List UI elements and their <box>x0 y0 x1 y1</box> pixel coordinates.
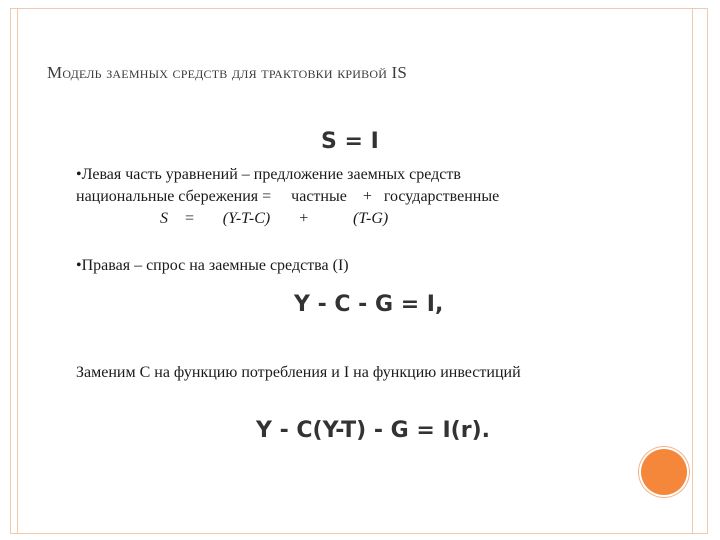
equation-main: S = I <box>321 129 379 154</box>
bullet-demand: •Правая – спрос на заемные средства (I) <box>76 257 349 274</box>
equation-demand: Y - C - G = I, <box>294 292 444 317</box>
substitution-text: Заменим С на функцию потребления и I на функцию инвестиций <box>76 364 521 381</box>
decorative-circle <box>641 449 687 495</box>
equation-final: Y - C(Y-T) - G = I(r). <box>256 418 490 443</box>
savings-line: национальные сбережения = частные + государственные <box>76 188 500 205</box>
savings-formula: S = (Y-T-C) + (T-G) <box>76 210 389 227</box>
bullet-supply: •Левая часть уравнений – предложение заемных средств <box>76 166 461 183</box>
slide-title: Модель заемных средств для трактовки кривой IS <box>47 63 408 82</box>
slide-frame-line <box>692 8 693 534</box>
